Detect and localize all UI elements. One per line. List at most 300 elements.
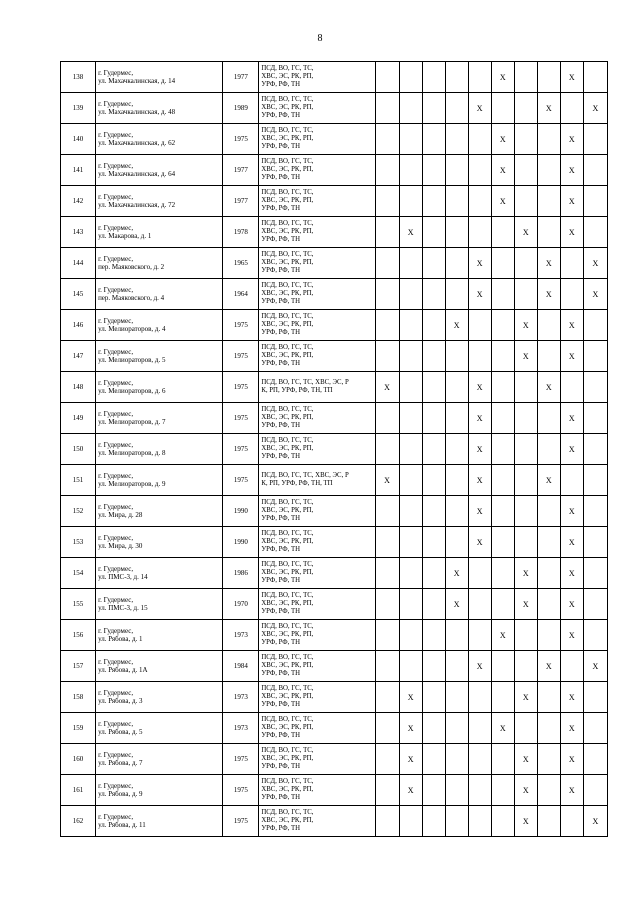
period-mark-cell <box>375 155 399 186</box>
works-list <box>259 217 375 248</box>
works-line: ХВС, ЭС, РК, РП, <box>261 662 314 669</box>
period-mark-cell <box>514 155 537 186</box>
period-mark-cell: X <box>468 434 491 465</box>
period-mark-cell <box>399 589 422 620</box>
period-mark-cell <box>375 558 399 589</box>
works-line: ХВС, ЭС, РК, РП, <box>261 259 314 266</box>
build-year: 1975 <box>223 744 259 775</box>
period-mark-cell <box>514 713 537 744</box>
works-list <box>259 248 375 279</box>
period-mark-cell <box>399 806 422 837</box>
period-mark-cell <box>491 217 514 248</box>
works-line: УРФ, РФ, ТН <box>261 329 301 336</box>
row-number: 142 <box>61 186 96 217</box>
period-mark-cell <box>375 682 399 713</box>
works-line: УРФ, РФ, ТН <box>261 577 301 584</box>
period-mark-cell <box>422 527 445 558</box>
table-row <box>61 806 608 837</box>
period-mark-cell <box>399 62 422 93</box>
build-year: 1975 <box>223 341 259 372</box>
table-row <box>61 713 608 744</box>
works-list <box>259 62 375 93</box>
table-row <box>61 589 608 620</box>
period-mark-cell: X <box>560 713 583 744</box>
period-mark-cell <box>491 806 514 837</box>
period-mark-cell <box>445 248 468 279</box>
build-year: 1975 <box>223 372 259 403</box>
period-mark-cell <box>583 682 607 713</box>
address-city: г. Гудермес, <box>98 254 134 263</box>
period-mark-cell <box>491 434 514 465</box>
build-year: 1975 <box>223 806 259 837</box>
period-mark-cell: X <box>560 62 583 93</box>
period-mark-cell: X <box>514 341 537 372</box>
period-mark-cell <box>375 744 399 775</box>
period-mark-cell: X <box>468 496 491 527</box>
works-line: УРФ, РФ, ТН <box>261 515 301 522</box>
period-mark-cell <box>422 651 445 682</box>
period-mark-cell: X <box>583 248 607 279</box>
address-cell <box>96 682 223 713</box>
period-mark-cell <box>399 155 422 186</box>
address-street: ул. Рябова, д. 11 <box>98 821 146 829</box>
period-mark-cell: X <box>468 248 491 279</box>
address-street: ул. Мелиораторов, д. 7 <box>98 418 166 426</box>
works-line: ХВС, ЭС, РК, РП, <box>261 755 314 762</box>
period-mark-cell <box>445 217 468 248</box>
period-mark-cell <box>537 403 560 434</box>
works-line: ХВС, ЭС, РК, РП, <box>261 197 314 204</box>
row-number: 145 <box>61 279 96 310</box>
period-mark-cell: X <box>560 496 583 527</box>
works-list <box>259 651 375 682</box>
period-mark-cell <box>468 124 491 155</box>
address-street: ул. Мелиораторов, д. 9 <box>98 480 166 488</box>
period-mark-cell <box>514 465 537 496</box>
period-mark-cell <box>537 217 560 248</box>
period-mark-cell <box>537 124 560 155</box>
period-mark-cell <box>422 279 445 310</box>
address-cell <box>96 744 223 775</box>
period-mark-cell <box>375 186 399 217</box>
period-mark-cell <box>375 434 399 465</box>
works-line: ПСД, ВО, ГС, ТС, ХВС, ЭС, Р <box>261 472 349 479</box>
address-street: ул. Рябова, д. 3 <box>98 697 143 705</box>
works-line: ПСД, ВО, ГС, ТС, <box>261 406 314 413</box>
address-street: ул. Рябова, д. 1 <box>98 635 143 643</box>
period-mark-cell: X <box>560 744 583 775</box>
period-mark-cell: X <box>537 248 560 279</box>
address-street: ул. Мира, д. 28 <box>98 511 143 519</box>
period-mark-cell: X <box>583 806 607 837</box>
works-line: К, РП, УРФ, РФ, ТН, ТП <box>261 387 333 394</box>
works-list <box>259 775 375 806</box>
period-mark-cell <box>491 248 514 279</box>
period-mark-cell: X <box>560 682 583 713</box>
period-mark-cell: X <box>491 124 514 155</box>
address-city: г. Гудермес, <box>98 471 134 480</box>
address-street: ул. Махачкалинская, д. 14 <box>98 77 176 85</box>
works-line: ХВС, ЭС, РК, РП, <box>261 569 314 576</box>
period-mark-cell <box>468 558 491 589</box>
row-number: 138 <box>61 62 96 93</box>
period-mark-cell <box>537 496 560 527</box>
period-mark-cell <box>445 465 468 496</box>
period-mark-cell <box>445 62 468 93</box>
period-mark-cell <box>537 155 560 186</box>
period-mark-cell <box>583 465 607 496</box>
works-line: ПСД, ВО, ГС, ТС, <box>261 499 314 506</box>
build-year: 1964 <box>223 279 259 310</box>
period-mark-cell <box>583 310 607 341</box>
period-mark-cell <box>422 465 445 496</box>
period-mark-cell <box>583 496 607 527</box>
works-line: ПСД, ВО, ГС, ТС, <box>261 654 314 661</box>
period-mark-cell <box>375 806 399 837</box>
period-mark-cell: X <box>560 403 583 434</box>
period-mark-cell <box>422 558 445 589</box>
period-mark-cell: X <box>560 310 583 341</box>
period-mark-cell <box>537 806 560 837</box>
period-mark-cell <box>445 434 468 465</box>
table-row <box>61 651 608 682</box>
period-mark-cell <box>560 465 583 496</box>
period-mark-cell <box>583 372 607 403</box>
address-street: ул. Рябова, д. 7 <box>98 759 143 767</box>
works-line: УРФ, РФ, ТН <box>261 422 301 429</box>
period-mark-cell <box>422 341 445 372</box>
address-street: ул. Рябова, д. 1А <box>98 666 148 674</box>
period-mark-cell: X <box>468 93 491 124</box>
build-year: 1975 <box>223 465 259 496</box>
period-mark-cell <box>514 124 537 155</box>
works-line: УРФ, РФ, ТН <box>261 267 301 274</box>
period-mark-cell <box>537 558 560 589</box>
period-mark-cell <box>560 279 583 310</box>
period-mark-cell <box>514 651 537 682</box>
period-mark-cell <box>491 558 514 589</box>
address-city: г. Гудермес, <box>98 750 134 759</box>
address-city: г. Гудермес, <box>98 719 134 728</box>
period-mark-cell <box>399 620 422 651</box>
works-line: ПСД, ВО, ГС, ТС, <box>261 189 314 196</box>
row-number: 141 <box>61 155 96 186</box>
works-line: ПСД, ВО, ГС, ТС, <box>261 437 314 444</box>
period-mark-cell <box>375 279 399 310</box>
works-line: ХВС, ЭС, РК, РП, <box>261 290 314 297</box>
works-line: УРФ, РФ, ТН <box>261 763 301 770</box>
address-cell <box>96 651 223 682</box>
period-mark-cell <box>445 93 468 124</box>
works-list <box>259 682 375 713</box>
address-street: ул. Рябова, д. 5 <box>98 728 143 736</box>
period-mark-cell: X <box>560 217 583 248</box>
period-mark-cell <box>560 248 583 279</box>
works-line: ХВС, ЭС, РК, РП, <box>261 538 314 545</box>
address-street: ул. Махачкалинская, д. 72 <box>98 201 176 209</box>
period-mark-cell <box>514 527 537 558</box>
period-mark-cell <box>583 403 607 434</box>
period-mark-cell <box>422 620 445 651</box>
table-row <box>61 186 608 217</box>
build-year: 1977 <box>223 186 259 217</box>
works-line: УРФ, РФ, ТН <box>261 670 301 677</box>
table-row <box>61 372 608 403</box>
address-street: ул. Махачкалинская, д. 64 <box>98 170 176 178</box>
period-mark-cell <box>491 310 514 341</box>
works-list <box>259 341 375 372</box>
table-row <box>61 465 608 496</box>
period-mark-cell <box>468 682 491 713</box>
period-mark-cell: X <box>375 372 399 403</box>
address-cell <box>96 310 223 341</box>
table-row <box>61 341 608 372</box>
works-line: ХВС, ЭС, РК, РП, <box>261 135 314 142</box>
period-mark-cell: X <box>399 713 422 744</box>
period-mark-cell <box>537 744 560 775</box>
period-mark-cell <box>468 589 491 620</box>
period-mark-cell <box>445 279 468 310</box>
works-line: ПСД, ВО, ГС, ТС, <box>261 809 314 816</box>
period-mark-cell: X <box>399 682 422 713</box>
works-line: ХВС, ЭС, РК, РП, <box>261 104 314 111</box>
period-mark-cell <box>468 620 491 651</box>
period-mark-cell <box>375 589 399 620</box>
works-line: УРФ, РФ, ТН <box>261 205 301 212</box>
address-cell <box>96 186 223 217</box>
build-year: 1965 <box>223 248 259 279</box>
works-list <box>259 124 375 155</box>
period-mark-cell: X <box>445 310 468 341</box>
works-list <box>259 589 375 620</box>
period-mark-cell <box>422 217 445 248</box>
row-number: 158 <box>61 682 96 713</box>
works-line: УРФ, РФ, ТН <box>261 825 301 832</box>
table-row <box>61 310 608 341</box>
period-mark-cell: X <box>537 651 560 682</box>
period-mark-cell <box>375 124 399 155</box>
row-number: 162 <box>61 806 96 837</box>
works-list <box>259 465 375 496</box>
table-row <box>61 558 608 589</box>
period-mark-cell: X <box>560 434 583 465</box>
period-mark-cell <box>445 744 468 775</box>
period-mark-cell <box>375 775 399 806</box>
works-list <box>259 434 375 465</box>
period-mark-cell <box>491 372 514 403</box>
works-list <box>259 403 375 434</box>
works-line: ПСД, ВО, ГС, ТС, <box>261 313 314 320</box>
period-mark-cell <box>399 496 422 527</box>
works-line: ПСД, ВО, ГС, ТС, <box>261 251 314 258</box>
address-city: г. Гудермес, <box>98 130 134 139</box>
works-line: ПСД, ВО, ГС, ТС, <box>261 592 314 599</box>
works-list <box>259 558 375 589</box>
row-number: 151 <box>61 465 96 496</box>
works-list <box>259 527 375 558</box>
row-number: 150 <box>61 434 96 465</box>
table-row <box>61 744 608 775</box>
address-city: г. Гудермес, <box>98 99 134 108</box>
works-line: ПСД, ВО, ГС, ТС, <box>261 127 314 134</box>
works-line: ХВС, ЭС, РК, РП, <box>261 786 314 793</box>
period-mark-cell: X <box>468 465 491 496</box>
works-line: ХВС, ЭС, РК, РП, <box>261 414 314 421</box>
period-mark-cell <box>491 403 514 434</box>
address-cell <box>96 155 223 186</box>
address-city: г. Гудермес, <box>98 223 134 232</box>
period-mark-cell <box>375 93 399 124</box>
works-line: ПСД, ВО, ГС, ТС, <box>261 96 314 103</box>
period-mark-cell <box>560 93 583 124</box>
period-mark-cell <box>537 62 560 93</box>
period-mark-cell: X <box>537 372 560 403</box>
period-mark-cell: X <box>491 155 514 186</box>
period-mark-cell <box>468 744 491 775</box>
period-mark-cell: X <box>468 279 491 310</box>
period-mark-cell <box>491 775 514 806</box>
works-line: ПСД, ВО, ГС, ТС, <box>261 158 314 165</box>
table-row <box>61 620 608 651</box>
period-mark-cell <box>583 527 607 558</box>
address-cell <box>96 62 223 93</box>
period-mark-cell <box>583 62 607 93</box>
period-mark-cell <box>375 403 399 434</box>
period-mark-cell <box>422 713 445 744</box>
works-line: ХВС, ЭС, РК, РП, <box>261 724 314 731</box>
works-line: ПСД, ВО, ГС, ТС, <box>261 220 314 227</box>
period-mark-cell <box>468 775 491 806</box>
period-mark-cell <box>445 403 468 434</box>
period-mark-cell <box>560 372 583 403</box>
address-cell <box>96 434 223 465</box>
period-mark-cell <box>375 651 399 682</box>
period-mark-cell <box>375 310 399 341</box>
works-list <box>259 186 375 217</box>
period-mark-cell <box>491 496 514 527</box>
period-mark-cell: X <box>560 155 583 186</box>
address-street: ул. Рябова, д. 9 <box>98 790 143 798</box>
table-row <box>61 248 608 279</box>
period-mark-cell <box>583 217 607 248</box>
works-line: К, РП, УРФ, РФ, ТН, ТП <box>261 480 333 487</box>
period-mark-cell: X <box>514 775 537 806</box>
period-mark-cell: X <box>560 620 583 651</box>
address-cell <box>96 496 223 527</box>
period-mark-cell <box>375 341 399 372</box>
period-mark-cell <box>537 341 560 372</box>
address-city: г. Гудермес, <box>98 812 134 821</box>
row-number: 160 <box>61 744 96 775</box>
row-number: 161 <box>61 775 96 806</box>
period-mark-cell <box>422 186 445 217</box>
build-year: 1978 <box>223 217 259 248</box>
period-mark-cell <box>491 279 514 310</box>
address-cell <box>96 465 223 496</box>
table-row <box>61 527 608 558</box>
period-mark-cell <box>537 434 560 465</box>
period-mark-cell <box>583 124 607 155</box>
period-mark-cell <box>468 217 491 248</box>
period-mark-cell <box>583 775 607 806</box>
period-mark-cell <box>583 341 607 372</box>
period-mark-cell <box>514 372 537 403</box>
row-number: 147 <box>61 341 96 372</box>
address-street: пер. Маяковского, д. 2 <box>98 263 165 271</box>
address-city: г. Гудермес, <box>98 192 134 201</box>
period-mark-cell: X <box>514 806 537 837</box>
works-line: ХВС, ЭС, РК, РП, <box>261 73 314 80</box>
address-cell <box>96 124 223 155</box>
works-line: УРФ, РФ, ТН <box>261 236 301 243</box>
works-line: ХВС, ЭС, РК, РП, <box>261 166 314 173</box>
address-street: ул. ПМС-3, д. 14 <box>98 573 148 581</box>
works-line: ХВС, ЭС, РК, РП, <box>261 693 314 700</box>
works-line: УРФ, РФ, ТН <box>261 81 301 88</box>
period-mark-cell <box>514 248 537 279</box>
address-street: ул. Мелиораторов, д. 5 <box>98 356 166 364</box>
period-mark-cell <box>399 279 422 310</box>
period-mark-cell: X <box>375 465 399 496</box>
works-line: ПСД, ВО, ГС, ТС, <box>261 282 314 289</box>
works-line: ХВС, ЭС, РК, РП, <box>261 352 314 359</box>
period-mark-cell: X <box>491 713 514 744</box>
period-mark-cell: X <box>560 558 583 589</box>
row-number: 139 <box>61 93 96 124</box>
row-number: 155 <box>61 589 96 620</box>
address-cell <box>96 372 223 403</box>
period-mark-cell <box>422 589 445 620</box>
address-street: ул. Мелиораторов, д. 8 <box>98 449 166 457</box>
build-year: 1973 <box>223 682 259 713</box>
period-mark-cell <box>583 186 607 217</box>
address-city: г. Гудермес, <box>98 285 134 294</box>
period-mark-cell <box>399 93 422 124</box>
works-line: УРФ, РФ, ТН <box>261 360 301 367</box>
period-mark-cell <box>422 248 445 279</box>
address-street: ул. Мелиораторов, д. 4 <box>98 325 166 333</box>
period-mark-cell: X <box>445 558 468 589</box>
address-cell <box>96 589 223 620</box>
address-city: г. Гудермес, <box>98 657 134 666</box>
address-cell <box>96 713 223 744</box>
period-mark-cell <box>491 465 514 496</box>
works-line: УРФ, РФ, ТН <box>261 143 301 150</box>
table-row <box>61 217 608 248</box>
period-mark-cell <box>583 620 607 651</box>
period-mark-cell <box>422 93 445 124</box>
period-mark-cell: X <box>399 217 422 248</box>
build-year: 1990 <box>223 527 259 558</box>
works-line: УРФ, РФ, ТН <box>261 608 301 615</box>
address-cell <box>96 558 223 589</box>
address-city: г. Гудермес, <box>98 316 134 325</box>
period-mark-cell <box>468 155 491 186</box>
period-mark-cell: X <box>468 403 491 434</box>
row-number: 153 <box>61 527 96 558</box>
build-year: 1984 <box>223 651 259 682</box>
table-row <box>61 775 608 806</box>
period-mark-cell: X <box>583 93 607 124</box>
address-city: г. Гудермес, <box>98 502 134 511</box>
build-year: 1977 <box>223 155 259 186</box>
address-street: ул. Мира, д. 30 <box>98 542 143 550</box>
period-mark-cell <box>399 186 422 217</box>
works-line: ПСД, ВО, ГС, ТС, <box>261 778 314 785</box>
works-list <box>259 279 375 310</box>
address-city: г. Гудермес, <box>98 378 134 387</box>
works-line: УРФ, РФ, ТН <box>261 298 301 305</box>
